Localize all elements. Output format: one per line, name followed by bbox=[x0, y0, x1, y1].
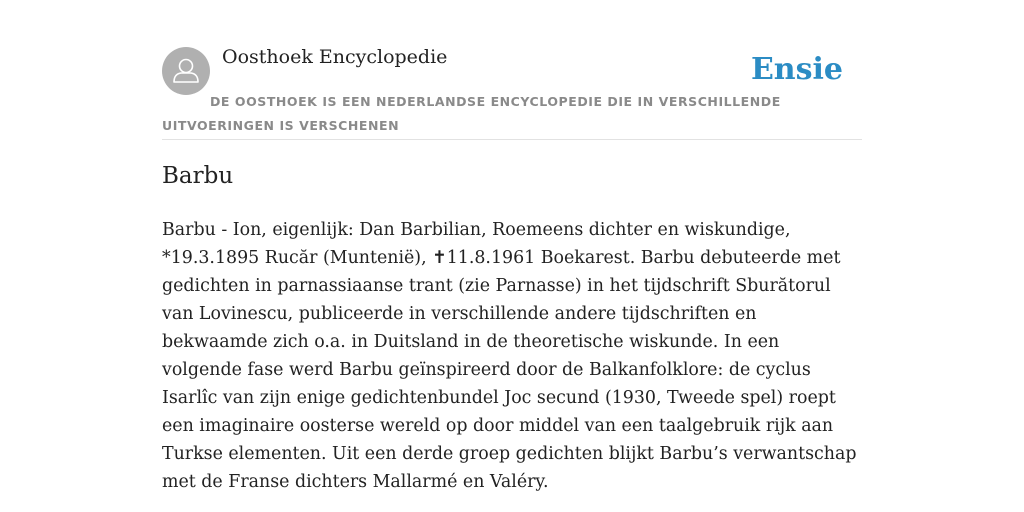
article-body: Barbu - Ion, eigenlijk: Dan Barbilian, Roemeens dichter en wiskundige, *19.3.1895 Rucăr (Muntenië), ✝11.8.1961 Boekarest. Barbu debuteerde met gedichten in parnassiaanse trant (zie Parnasse) in het tijdschrift Sburătorul van Lovinescu, publiceerde in verschillende andere tijdschriften en bekwaamde zich o.a. in Duitsland in de theoretische wiskunde. In een volgende fase werd Barbu geïnspireerd door de Balkanfolklore: de cyclus Isarlîc van zijn enige gedichtenbundel Joc secund (1930, Tweede spel) roept een imaginaire oosterse wereld op door middel van een taalgebruik rijk aan Turkse elementen. Uit een derde groep gedichten blijkt Barbu’s verwantschap met de Franse dichters Mallarmé en Valéry. bbox=[162, 220, 857, 492]
user-icon[interactable] bbox=[162, 47, 210, 95]
brand-logo[interactable]: Ensie bbox=[750, 52, 843, 87]
article-title: Barbu bbox=[162, 163, 234, 189]
site-tagline: DE OOSTHOEK IS EEN NEDERLANDSE ENCYCLOPEDIE DIE IN VERSCHILLENDE UITVOERINGEN IS VERSCHENEN bbox=[162, 94, 781, 133]
page bbox=[162, 0, 862, 512]
site-name[interactable]: Oosthoek Encyclopedie bbox=[222, 46, 448, 68]
site-header bbox=[162, 0, 862, 140]
